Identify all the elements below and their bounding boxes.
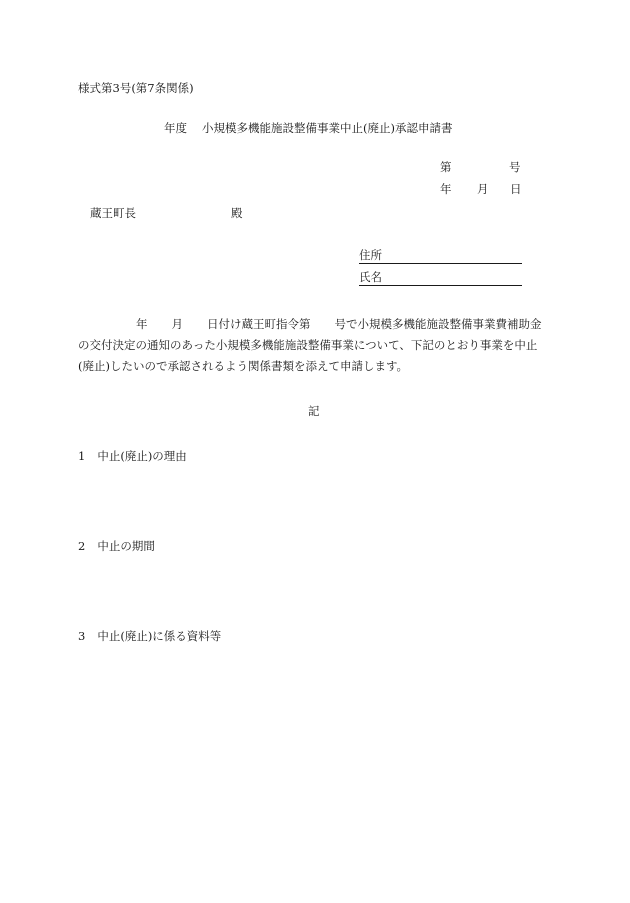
- title-year-label: 年度: [164, 121, 187, 135]
- body-line1-year: 年: [136, 317, 148, 331]
- applicant-address-field[interactable]: [359, 247, 522, 264]
- item-3-number: 3: [78, 629, 86, 643]
- body-line1-text: 日付け蔵王町指令第: [207, 317, 311, 331]
- date-year: 年: [440, 182, 452, 196]
- item-3: [78, 630, 221, 644]
- item-2-number: 2: [78, 539, 86, 553]
- item-2: [78, 540, 155, 554]
- date-day: 日: [510, 182, 522, 196]
- applicant-name-label: 氏名: [359, 270, 382, 284]
- item-3-label: 中止(廃止)に係る資料等: [97, 629, 222, 643]
- addressee-name: 蔵王町長: [90, 206, 136, 220]
- body-line1-month: 月: [171, 317, 183, 331]
- applicant-address-label: 住所: [359, 248, 382, 262]
- date-month: 月: [477, 182, 489, 196]
- body-line-3: (廃止)したいので承認されるよう関係書類を添えて申請します。: [78, 359, 409, 373]
- item-2-label: 中止の期間: [97, 539, 155, 553]
- item-1-number: 1: [78, 449, 86, 463]
- doc-number-prefix: 第: [440, 160, 452, 174]
- page-title: 小規模多機能施設整備事業中止(廃止)承認申請書: [202, 121, 453, 135]
- body-paragraph: [78, 314, 556, 377]
- body-line1-text2: 号で小規模多機能施設整備事業費補助金: [334, 317, 542, 331]
- addressee-honorific: 殿: [231, 206, 243, 220]
- ki-heading: 記: [308, 404, 320, 418]
- item-1: [78, 450, 187, 464]
- doc-number-suffix: 号: [509, 160, 521, 174]
- form-number: 様式第3号(第7条関係): [78, 81, 194, 95]
- applicant-name-field[interactable]: [359, 269, 522, 286]
- item-1-label: 中止(廃止)の理由: [97, 449, 187, 463]
- body-line-2: の交付決定の通知のあった小規模多機能施設整備事業について、下記のとおり事業を中止: [78, 338, 538, 352]
- body-line-1: [78, 314, 556, 335]
